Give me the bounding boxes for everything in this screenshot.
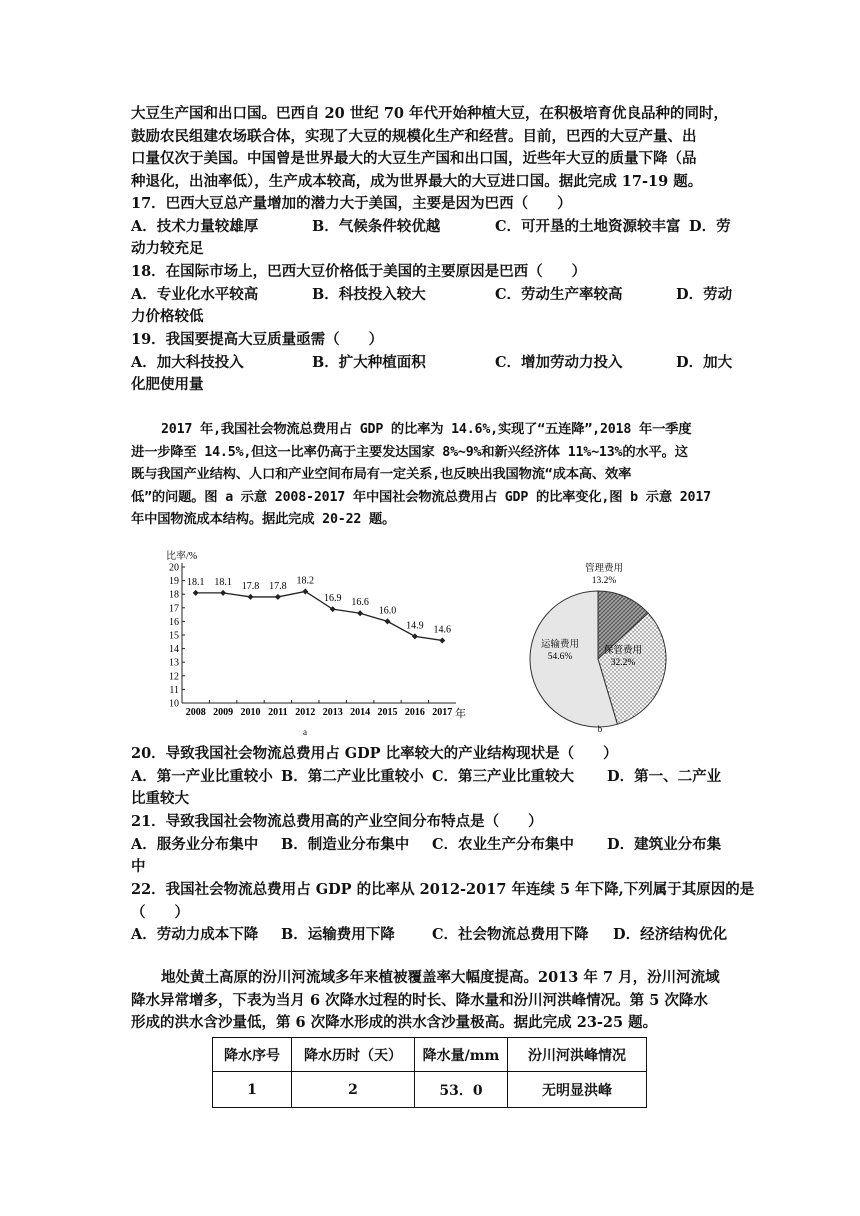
rainfall-table — [212, 1037, 647, 1108]
y-tick-label: 16 — [169, 616, 179, 628]
y-tick-label: 17 — [169, 603, 179, 615]
option-c[interactable]: C．农业生产分布集中 — [432, 835, 575, 853]
question-19 — [131, 329, 731, 397]
data-point — [248, 594, 254, 600]
text-line: 低”的问题。图 a 示意 2008-2017 年中国社会物流总费用占 GDP 的比率变化,图 b 示意 2017 — [131, 489, 711, 505]
question-stem: 20．导致我国社会物流总费用占 GDP 比率较大的产业结构现状是（ ） — [131, 745, 618, 762]
text-line: 既与我国产业结构、人口和产业空间布局有一定关系,也反映出我国物流“成本高、效率 — [131, 467, 632, 482]
question-stem: 17．巴西大豆总产量增加的潜力大于美国，主要是因为巴西（ ） — [131, 195, 572, 212]
x-tick-label: 2010 — [240, 707, 261, 718]
chart-caption-a: a — [303, 727, 307, 737]
y-tick-label: 13 — [169, 657, 179, 669]
option-a[interactable]: A．技术力量较雄厚 — [131, 217, 259, 235]
text-line: 进一步降至 14.5%,但这一比率仍高于主要发达国家 8%~9%和新兴经济体 11%~13%的水平。这 — [131, 444, 688, 460]
question-stem: 21．导致我国社会物流总费用高的产业空间分布特点是（ ） — [131, 813, 543, 830]
option-a[interactable]: A．第一产业比重较小 — [131, 767, 273, 785]
text-line: 年中国物流成本结构。据此完成 20-22 题。 — [131, 512, 396, 527]
option-b[interactable]: B．扩大种植面积 — [312, 353, 426, 371]
option-b[interactable]: B．气候条件较优越 — [312, 217, 441, 235]
option-d[interactable]: D．经济结构优化 — [613, 926, 728, 943]
question-stem-cont: （ ） — [131, 903, 189, 921]
table-header-row — [213, 1038, 647, 1072]
text-line: 降水异常增多，下表为当月 6 次降水过程的时长、降水量和汾川河洪峰情况。第 5 次降水 — [131, 991, 708, 1009]
y-tick-label: 10 — [169, 698, 179, 710]
option-d[interactable]: D．加大 — [676, 353, 733, 371]
option-d[interactable]: D．建筑业分布集 — [607, 835, 722, 853]
passage-fenchuan — [131, 967, 731, 1035]
data-label: 17.8 — [241, 580, 260, 592]
table-row — [213, 1072, 647, 1108]
question-20 — [131, 743, 731, 811]
text-line: 口量仅次于美国。中国曾是世界最大的大豆生产国和出口国，近些年大豆的质量下降（品 — [131, 150, 697, 167]
x-tick-label: 2009 — [213, 707, 234, 718]
option-continuation: 动力较充足 — [131, 240, 204, 257]
question-18 — [131, 261, 731, 329]
y-tick-label: 19 — [169, 576, 179, 588]
data-label: 17.8 — [269, 580, 287, 592]
question-17 — [131, 193, 731, 261]
data-point — [275, 594, 281, 600]
x-tick-label: 2015 — [377, 707, 398, 718]
table-header: 降水历时（天） — [292, 1038, 415, 1072]
data-point — [220, 590, 226, 596]
option-b[interactable]: B．科技投入较大 — [312, 285, 426, 303]
table-cell: 2 — [292, 1072, 415, 1108]
x-tick-label: 2017 — [432, 707, 453, 718]
option-c[interactable]: C．增加劳动力投入 — [495, 353, 623, 371]
table-cell: 53．0 — [415, 1072, 508, 1108]
option-a[interactable]: A．服务业分布集中 — [131, 835, 259, 853]
slice-name-transport: 运输费用 — [540, 640, 580, 650]
slice-label-transport: 54.6% — [547, 652, 573, 662]
text-line: 大豆生产国和出口国。巴西自 20 世纪 70 年代开始种植大豆，在积极培育优良品种的同时， — [131, 105, 729, 122]
data-label: 18.2 — [296, 575, 315, 587]
question-stem: 22．我国社会物流总费用占 GDP 的比率从 2012-2017 年连续 5 年下降,下列属于其原因的是 — [131, 881, 755, 898]
chart-caption-b: b — [597, 724, 603, 734]
slice-name-storage: 保管费用 — [603, 646, 643, 656]
y-tick-label: 12 — [169, 671, 179, 683]
option-c[interactable]: C．劳动生产率较高 — [495, 285, 623, 303]
data-label: 14.6 — [433, 624, 452, 636]
data-label: 16.0 — [378, 605, 397, 617]
y-tick-label: 11 — [169, 684, 179, 696]
x-tick-label: 2008 — [185, 707, 206, 718]
table-header: 降水量/mm — [415, 1038, 508, 1072]
question-stem: 19．我国要提高大豆质量亟需（ ） — [131, 331, 384, 348]
option-continuation: 中 — [131, 858, 146, 875]
data-point — [385, 618, 391, 624]
option-b[interactable]: B．第二产业比重较小 — [281, 767, 424, 785]
y-tick-label: 14 — [169, 644, 179, 656]
series-line — [196, 591, 443, 640]
question-22 — [131, 879, 755, 947]
text-line: 种退化，出油率低），生产成本较高，成为世界最大的大豆进口国。据此完成 17-19 题。 — [131, 172, 703, 190]
data-label: 18.1 — [186, 576, 205, 588]
data-label: 16.9 — [323, 593, 342, 605]
option-d[interactable]: D．劳动 — [676, 285, 733, 303]
option-a[interactable]: A．专业化水平较高 — [131, 285, 259, 303]
table-cell: 1 — [213, 1072, 292, 1108]
question-21 — [131, 811, 731, 879]
data-point — [412, 633, 418, 639]
slice-name-management: 管理费用 — [584, 564, 624, 574]
option-a[interactable]: A．加大科技投入 — [131, 353, 244, 371]
slice-label-storage: 32.2% — [610, 658, 636, 668]
data-label: 14.9 — [406, 620, 424, 632]
y-axis-label: 比率/% — [166, 551, 198, 562]
text-line: 地处黄土高原的汾川河流域多年来植被覆盖率大幅度提高。2013 年 7 月，汾川河流域 — [161, 969, 720, 986]
option-b[interactable]: B．制造业分布集中 — [281, 835, 410, 853]
x-axis-label: 年 — [455, 708, 466, 720]
line-chart-a — [160, 545, 480, 740]
data-label: 18.1 — [214, 576, 232, 588]
table-header: 汾川河洪峰情况 — [508, 1038, 647, 1072]
passage-logistics — [131, 419, 731, 532]
text-line: 形成的洪水含沙量低，第 6 次降水形成的洪水含沙量极高。据此完成 23-25 题。 — [131, 1014, 658, 1031]
passage-soybean — [131, 103, 731, 193]
option-b[interactable]: B．运输费用下降 — [281, 926, 395, 943]
option-c[interactable]: C．社会物流总费用下降 — [432, 926, 589, 943]
option-c[interactable]: C．可开垦的土地资源较丰富 — [495, 217, 681, 235]
y-tick-label: 20 — [169, 562, 179, 574]
option-continuation: 化肥使用量 — [131, 376, 204, 393]
slice-label-management: 13.2% — [591, 576, 617, 586]
x-tick-label: 2012 — [295, 707, 316, 718]
x-tick-label: 2013 — [322, 707, 343, 718]
data-point — [193, 590, 199, 596]
pie-chart-b — [520, 555, 670, 740]
y-tick-label: 18 — [169, 589, 179, 601]
data-point — [439, 637, 445, 643]
x-tick-label: 2014 — [350, 707, 371, 718]
data-point — [357, 610, 363, 616]
option-continuation: 力价格较低 — [131, 308, 204, 325]
option-continuation: 比重较大 — [131, 790, 189, 807]
table-header: 降水序号 — [213, 1038, 292, 1072]
x-tick-label: 2016 — [404, 707, 425, 718]
y-tick-label: 15 — [169, 630, 179, 642]
table-cell: 无明显洪峰 — [508, 1072, 647, 1108]
option-d[interactable]: D．第一、二产业 — [607, 767, 722, 785]
x-tick-label: 2011 — [268, 707, 288, 718]
text-line: 鼓励农民组建农场联合体，实现了大豆的规模化生产和经营。目前，巴西的大豆产量、出 — [131, 127, 697, 145]
text-line: 2017 年,我国社会物流总费用占 GDP 的比率为 14.6%,实现了“五连降”,2018 年一季度 — [161, 422, 692, 437]
option-c[interactable]: C．第三产业比重较大 — [432, 767, 575, 785]
question-stem: 18．在国际市场上，巴西大豆价格低于美国的主要原因是巴西（ ） — [131, 263, 587, 280]
option-d[interactable]: D．劳 — [689, 217, 731, 235]
data-label: 16.6 — [351, 597, 369, 609]
option-a[interactable]: A．劳动力成本下降 — [131, 926, 259, 943]
